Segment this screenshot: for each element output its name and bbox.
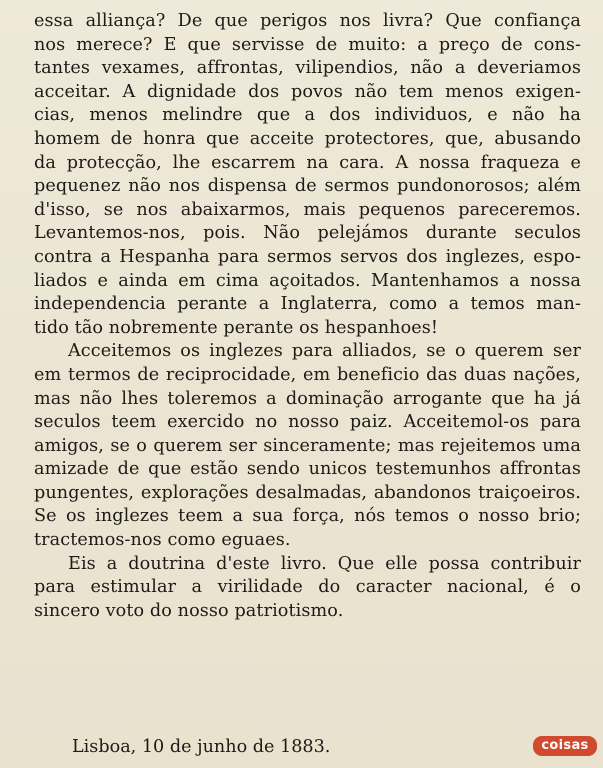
watermark-stamp: coisas <box>533 736 597 756</box>
text-line: d'isso, se nos abaixarmos, mais pequenos pareceremos. <box>34 199 581 220</box>
text-line: nos merece? E que servisse de muito: a preço de cons- <box>34 34 581 55</box>
text-line: contra a Hespanha para sermos servos dos inglezes, espo- <box>34 246 581 267</box>
body-text <box>34 10 581 623</box>
text-line: Levantemos-nos, pois. Não pelejámos durante seculos <box>34 223 581 244</box>
text-line: pequenez não nos dispensa de sermos pundonorosos; além <box>34 176 581 197</box>
paragraph-1 <box>34 10 581 340</box>
text-line: amizade de que estão sendo unicos testemunhos affrontas <box>34 459 581 480</box>
text-line: da protecção, lhe escarrem na cara. A nossa fraqueza e <box>34 152 581 173</box>
text-line: homem de honra que acceite protectores, que, abusando <box>34 128 581 149</box>
text-line: cias, menos melindre que a dos individuos, e não ha <box>34 105 581 126</box>
text-line: Acceitemos os inglezes para alliados, se o querem ser <box>68 341 581 362</box>
text-line: pungentes, explorações desalmadas, abandonos traiçoeiros. <box>34 482 581 503</box>
paragraph-2 <box>34 340 581 552</box>
text-line: em termos de reciprocidade, em beneficio das duas nações, <box>34 364 581 385</box>
text-line: essa alliança? De que perigos nos livra? Que confiança <box>34 11 581 31</box>
paragraph-3 <box>34 553 581 624</box>
text-line: mas não lhes toleremos a dominação arrogante que ha já <box>34 388 581 409</box>
text-line: acceitar. A dignidade dos povos não tem menos exigen- <box>34 81 581 102</box>
text-line: para estimular a virilidade do caracter nacional, é o <box>34 577 581 598</box>
text-line: Se os inglezes teem a sua força, nós temos o nosso brio; <box>34 506 581 527</box>
text-line: tantes vexames, affrontas, vilipendios, não a deveriamos <box>34 58 581 79</box>
text-line: liados e ainda em cima açoitados. Mantenhamos a nossa <box>34 270 581 291</box>
text-line: tido tão nobremente perante os hespanhoes! <box>34 317 439 338</box>
text-line: seculos teem exercido no nosso paiz. Acceitemol-os para <box>34 412 581 433</box>
text-line: independencia perante a Inglaterra, como a temos man- <box>34 294 581 315</box>
text-line: amigos, se o querem ser sinceramente; mas rejeitemos uma <box>34 435 581 456</box>
dateline: Lisboa, 10 de junho de 1883. <box>72 737 331 757</box>
text-line: Eis a doutrina d'este livro. Que elle possa contribuir <box>68 553 581 574</box>
text-line: sincero voto do nosso patriotismo. <box>34 600 344 621</box>
text-line: tractemos-nos como eguaes. <box>34 530 291 551</box>
